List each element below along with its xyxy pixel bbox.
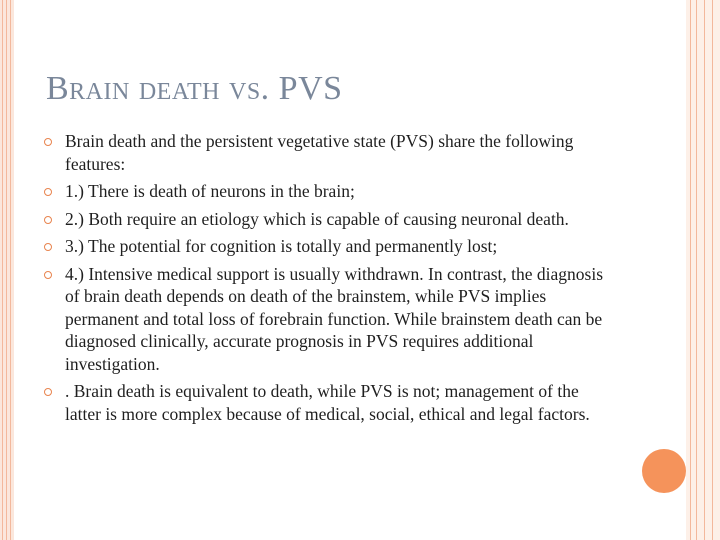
bullet-item <box>44 130 614 175</box>
bullet-list <box>44 130 614 430</box>
bullet-icon <box>44 243 52 251</box>
bullet-icon <box>44 388 52 396</box>
slide-title: Brain death vs. PVS <box>46 70 343 107</box>
bullet-item <box>44 263 614 376</box>
right-decorative-stripe <box>686 0 720 540</box>
bullet-text: Brain death and the persistent vegetative state (PVS) share the following features: <box>65 131 574 174</box>
decorative-orange-circle <box>642 449 686 493</box>
bullet-icon <box>44 138 52 146</box>
bullet-icon <box>44 216 52 224</box>
bullet-text: 2.) Both require an etiology which is capable of causing neuronal death. <box>65 208 569 229</box>
left-decorative-stripe <box>0 0 14 540</box>
bullet-icon <box>44 188 52 196</box>
bullet-text: . Brain death is equivalent to death, while PVS is not; management of the latter is more complex because of medical, social, ethical and legal factors. <box>65 381 590 424</box>
bullet-item <box>44 235 614 258</box>
bullet-text: 4.) Intensive medical support is usually withdrawn. In contrast, the diagnosis of brain death depends on death of the brainstem, while PVS implies permanent and total loss of forebrain function. While brainstem death can be diagnosed clinically, accurate prognosis in PVS requires additional investigation. <box>65 263 604 374</box>
bullet-text: 1.) There is death of neurons in the brain; <box>65 181 355 201</box>
bullet-item <box>44 180 614 203</box>
bullet-item <box>44 380 614 425</box>
bullet-icon <box>44 271 52 279</box>
bullet-text: 3.) The potential for cognition is totally and permanently lost; <box>65 236 498 256</box>
bullet-item <box>44 208 614 231</box>
